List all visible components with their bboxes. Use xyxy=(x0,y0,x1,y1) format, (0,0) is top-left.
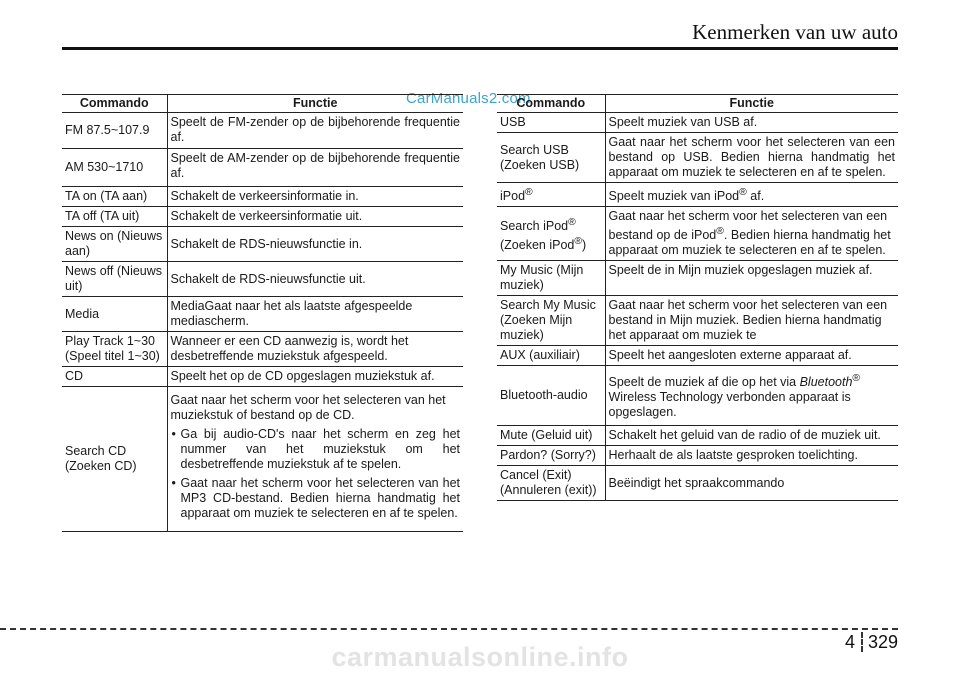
table-row xyxy=(497,466,898,501)
function-cell: Gaat naar het scherm voor het selecteren van een bestand in Mijn muziek. Bedien hierna handmatig het apparaat om muziek te xyxy=(605,296,898,346)
table-row xyxy=(497,446,898,466)
command-cell: My Music (Mijn muziek) xyxy=(497,261,605,296)
column-header-function: Functie xyxy=(167,95,463,113)
table-row xyxy=(62,367,463,387)
table-row xyxy=(497,113,898,133)
function-cell xyxy=(605,366,898,426)
table-row xyxy=(497,296,898,346)
command-text-suffix: ) xyxy=(582,237,587,252)
function-cell xyxy=(605,207,898,261)
table-row xyxy=(62,227,463,262)
table-row xyxy=(497,366,898,426)
function-cell: Wanneer er een CD aanwezig is, wordt het desbetreffende muziekstuk afgespeeld. xyxy=(167,332,463,367)
table-row xyxy=(497,133,898,183)
page-number-value: 329 xyxy=(867,632,898,652)
command-cell: Media xyxy=(62,297,167,332)
registered-mark: ® xyxy=(568,216,576,228)
function-cell: Beëindigt het spraakcommando xyxy=(605,466,898,501)
function-text: Speelt de muziek af die op het via xyxy=(608,375,800,390)
bluetooth-brand-text: Bluetooth xyxy=(799,375,853,390)
table-row xyxy=(62,207,463,227)
table-row xyxy=(497,346,898,366)
registered-mark: ® xyxy=(852,373,861,385)
command-cell: AUX (auxiliair) xyxy=(497,346,605,366)
page-header-title: Kenmerken van uw auto xyxy=(692,20,898,44)
command-cell: Bluetooth-audio xyxy=(497,366,605,426)
function-cell: Schakelt de verkeersinformatie uit. xyxy=(167,207,463,227)
command-cell: USB xyxy=(497,113,605,133)
function-text: Speelt muziek van iPod xyxy=(608,189,740,204)
function-cell: MediaGaat naar het als laatste afgespeelde mediascherm. xyxy=(167,297,463,332)
column-header-command: Commando xyxy=(497,95,605,113)
column-header-function: Functie xyxy=(605,95,898,113)
table-row xyxy=(62,149,463,187)
table-row xyxy=(62,297,463,332)
function-text: Gaat naar het scherm voor het selecteren van een bestand op de iPod xyxy=(608,209,888,243)
function-text-suffix: . Bedien hierna handmatig het apparaat om muziek te selecteren en af te spelen. xyxy=(608,228,891,258)
table-row xyxy=(497,426,898,446)
command-cell: Mute (Geluid uit) xyxy=(497,426,605,446)
bullet-item: • Gaat naar het scherm voor het selecteren van het MP3 CD-bestand. Bedien hierna handmatig het apparaat om muziek te selecteren en af te spelen. xyxy=(181,476,461,521)
command-cell: Search My Music (Zoeken Mijn muziek) xyxy=(497,296,605,346)
command-cell: Play Track 1~30 (Speel titel 1~30) xyxy=(62,332,167,367)
right-command-table xyxy=(497,94,898,501)
table-row xyxy=(62,113,463,149)
command-cell: TA on (TA aan) xyxy=(62,187,167,207)
function-cell xyxy=(605,183,898,207)
command-text: iPod xyxy=(500,189,526,204)
function-cell: Gaat naar het scherm voor het selecteren van een bestand op USB. Bedien hierna handmatig het apparaat om muziek te selecteren en af te spelen. xyxy=(605,133,898,183)
table-header-row xyxy=(62,95,463,113)
table-row xyxy=(62,262,463,297)
bullet-item: • Ga bij audio-CD's naar het scherm en zeg het nummer van het muziekstuk om het desbetreffende muziekstuk af te spelen. xyxy=(181,427,461,472)
table-row xyxy=(62,187,463,207)
header-rule xyxy=(62,47,898,50)
function-cell xyxy=(167,387,463,532)
table-header-row xyxy=(497,95,898,113)
function-cell: Speelt de FM-zender op de bijbehorende frequentie af. xyxy=(167,113,463,149)
table-row xyxy=(497,207,898,261)
function-cell: Schakelt het geluid van de radio of de muziek uit. xyxy=(605,426,898,446)
left-command-table xyxy=(62,94,463,532)
function-cell: Schakelt de verkeersinformatie in. xyxy=(167,187,463,207)
command-cell: Cancel (Exit) (Annuleren (exit)) xyxy=(497,466,605,501)
table-row xyxy=(62,387,463,532)
command-cell: News off (Nieuws uit) xyxy=(62,262,167,297)
registered-mark: ® xyxy=(716,226,724,238)
command-cell: Pardon? (Sorry?) xyxy=(497,446,605,466)
command-cell: News on (Nieuws aan) xyxy=(62,227,167,262)
function-cell: Speelt het op de CD opgeslagen muziekstuk af. xyxy=(167,367,463,387)
command-cell: CD xyxy=(62,367,167,387)
function-cell: Speelt de in Mijn muziek opgeslagen muziek af. xyxy=(605,261,898,296)
command-cell: FM 87.5~107.9 xyxy=(62,113,167,149)
function-text-suffix: Wireless Technology verbonden apparaat is opgeslagen. xyxy=(608,390,851,420)
command-cell xyxy=(497,207,605,261)
registered-mark: ® xyxy=(525,187,533,198)
command-cell: TA off (TA uit) xyxy=(62,207,167,227)
watermark-carmanualsonline: carmanualsonline.info xyxy=(331,642,629,672)
command-cell: Search CD (Zoeken CD) xyxy=(62,387,167,532)
function-cell: Schakelt de RDS-nieuwsfunctie in. xyxy=(167,227,463,262)
function-cell: Speelt de AM-zender op de bijbehorende frequentie af. xyxy=(167,149,463,187)
function-cell: Herhaalt de als laatste gesproken toelichting. xyxy=(605,446,898,466)
function-text-suffix: af. xyxy=(746,189,765,204)
function-cell: Schakelt de RDS-nieuwsfunctie uit. xyxy=(167,262,463,297)
command-cell: Search USB (Zoeken USB) xyxy=(497,133,605,183)
registered-mark: ® xyxy=(739,187,747,198)
bullet-list xyxy=(171,427,461,521)
chapter-number: 4 xyxy=(845,632,863,652)
command-text-secondary: (Zoeken iPod xyxy=(500,237,575,252)
registered-mark: ® xyxy=(574,235,583,247)
command-cell xyxy=(497,183,605,207)
command-text: Search iPod xyxy=(500,218,569,233)
watermark-carmanuals2: CarManuals2.com xyxy=(406,90,531,107)
command-cell: AM 530~1710 xyxy=(62,149,167,187)
function-cell: Speelt muziek van USB af. xyxy=(605,113,898,133)
footer-dashed-rule xyxy=(0,628,898,630)
table-row xyxy=(62,332,463,367)
table-row xyxy=(497,261,898,296)
column-header-command: Commando xyxy=(62,95,167,113)
function-cell: Speelt het aangesloten externe apparaat af. xyxy=(605,346,898,366)
table-row xyxy=(497,183,898,207)
function-text: Gaat naar het scherm voor het selecteren van het muziekstuk of bestand op de CD. xyxy=(170,393,446,422)
